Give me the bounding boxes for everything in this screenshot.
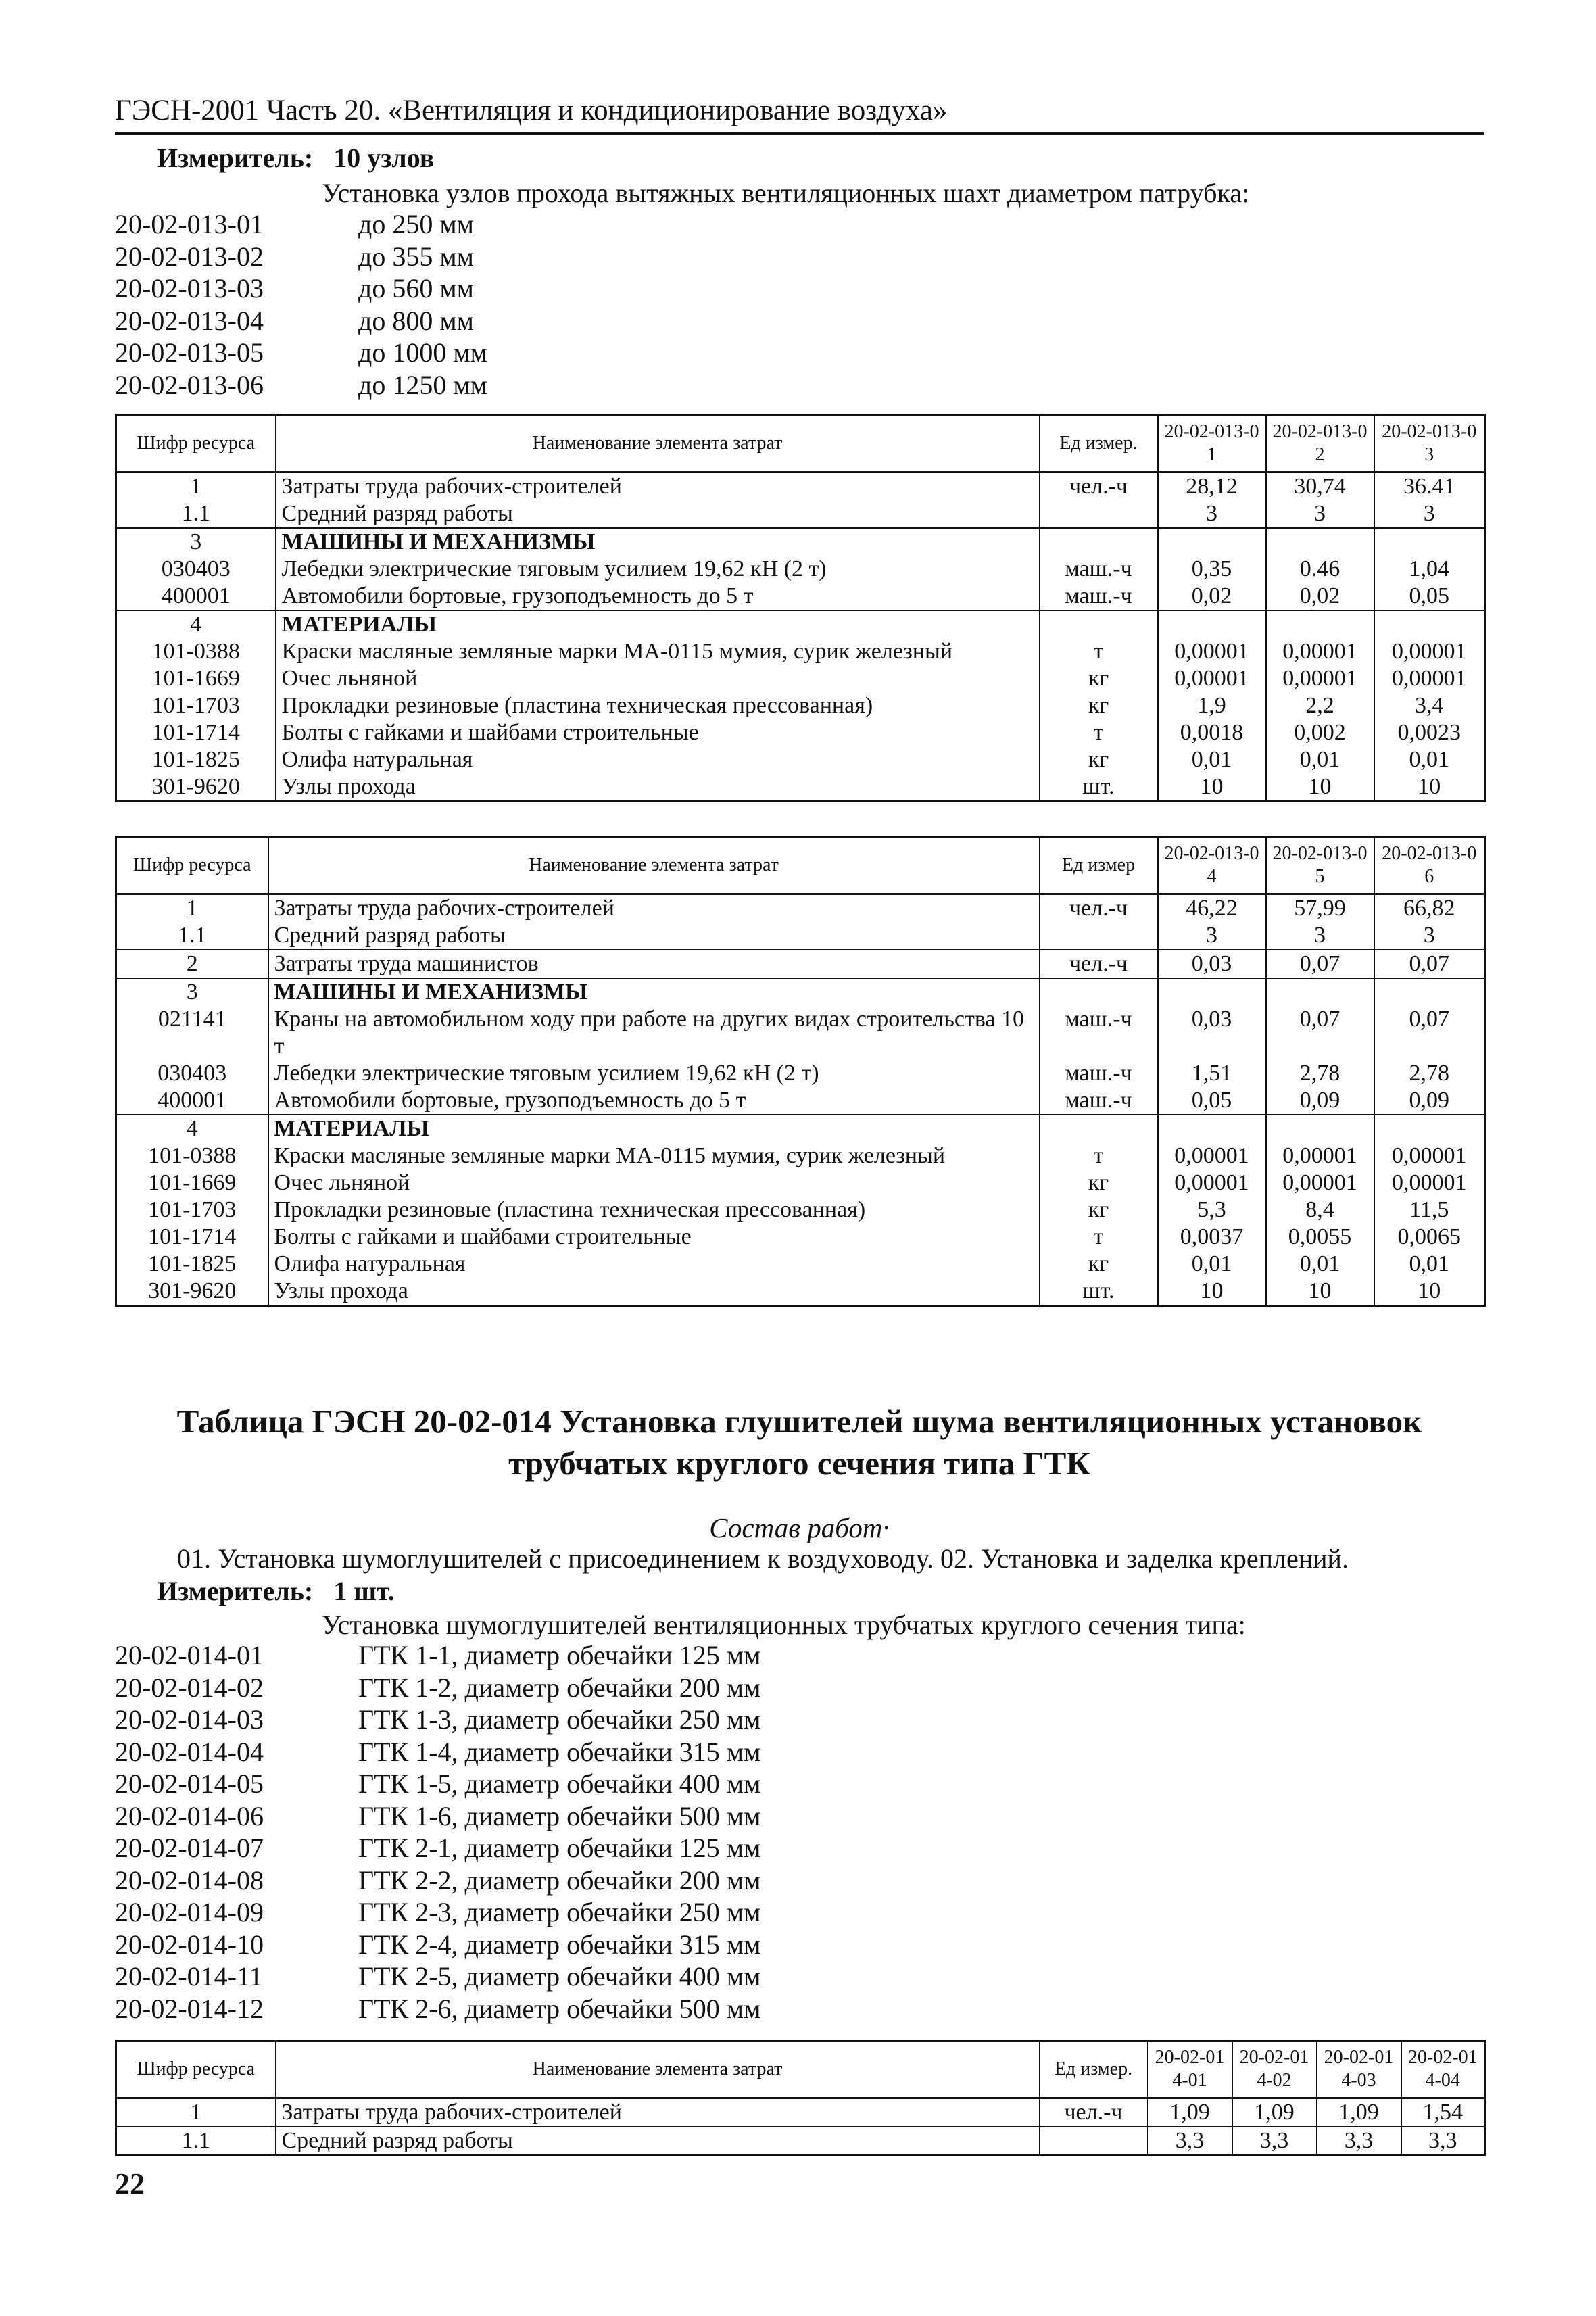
list-item [115, 1800, 760, 1833]
col-header-c1: 20-02-013-01 [1158, 415, 1266, 473]
cell-value: 0,02 [1158, 583, 1266, 610]
cell-name: Автомобили бортовые, грузоподъемность до 5 т [276, 583, 1040, 610]
table-row [116, 692, 1485, 719]
cell-value: 0,03 [1158, 950, 1266, 978]
cell-unit: кг [1040, 1197, 1158, 1224]
cell-code: 101-1825 [116, 746, 276, 773]
cell-value: 36.41 [1374, 473, 1485, 501]
list-item [115, 1639, 760, 1672]
item-code: 20-02-013-02 [115, 241, 264, 272]
col-header-c2: 20-02-013-02 [1266, 415, 1374, 473]
table-row [116, 1278, 1485, 1306]
list-item [115, 1704, 760, 1736]
item-code: 20-02-014-01 [115, 1640, 264, 1670]
item-text: ГТК 1-3, диаметр обечайки 250 мм [358, 1704, 761, 1735]
cell-value [1374, 978, 1485, 1006]
item-text: ГТК 1-1, диаметр обечайки 125 мм [358, 1640, 761, 1670]
cell-code: 1 [116, 2098, 276, 2127]
section1-code-list [115, 208, 487, 401]
col-header-c2: 20-02-013-05 [1266, 837, 1374, 894]
cell-value [1374, 610, 1485, 638]
cell-value: 0,0055 [1266, 1224, 1374, 1251]
cell-value: 0,0018 [1158, 719, 1266, 746]
cell-name: Лебедки электрические тяговым усилием 19,62 кН (2 т) [276, 556, 1040, 583]
cell-value: 2,2 [1266, 692, 1374, 719]
list-item [115, 337, 487, 369]
cell-code: 3 [116, 528, 276, 556]
item-text: ГТК 1-5, диаметр обечайки 400 мм [358, 1768, 761, 1799]
table-title: Таблица ГЭСН 20-02-014 Установка глушителей шума вентиляционных установок трубчатых круглого сечения типа ГТК [176, 1403, 1422, 1482]
cell-code: 101-1825 [116, 1251, 268, 1278]
cell-code: 1 [116, 894, 268, 923]
cell-value [1158, 1115, 1266, 1142]
cell-code: 1.1 [116, 922, 268, 950]
cell-value: 10 [1374, 1278, 1485, 1306]
cell-code: 400001 [116, 583, 276, 610]
cell-unit: кг [1040, 1251, 1158, 1278]
section2-code-list [115, 1639, 760, 2025]
cell-unit: кг [1040, 692, 1158, 719]
cell-value: 0,05 [1158, 1087, 1266, 1115]
cell-unit: чел.-ч [1040, 894, 1158, 923]
cell-value [1266, 528, 1374, 556]
cell-unit [1040, 610, 1158, 638]
measure-label: Измеритель: [157, 143, 314, 173]
cell-name: Краски масляные земляные марки МА-0115 мумия, сурик железный [268, 1142, 1040, 1169]
table-row [116, 1197, 1485, 1224]
item-code: 20-02-014-04 [115, 1736, 264, 1767]
item-text: до 1250 мм [358, 369, 487, 400]
cell-value: 10 [1158, 1278, 1266, 1306]
cell-unit: маш.-ч [1040, 583, 1158, 610]
table-row [116, 1115, 1485, 1142]
cell-code: 101-1669 [116, 665, 276, 692]
cell-value: 1,09 [1317, 2098, 1401, 2127]
measure-value: 1 шт. [333, 1576, 395, 1606]
cell-name: Болты с гайками и шайбами строительные [276, 719, 1040, 746]
cell-name: Очес льняной [276, 665, 1040, 692]
cell-name: Краски масляные земляные марки МА-0115 мумия, сурик железный [276, 638, 1040, 665]
cell-value: 3,4 [1374, 692, 1485, 719]
list-item [115, 1736, 760, 1768]
cell-value: 0,07 [1374, 1006, 1485, 1060]
cell-value: 1,51 [1158, 1060, 1266, 1087]
item-code: 20-02-014-05 [115, 1768, 264, 1799]
item-text: до 355 мм [358, 241, 474, 272]
cell-value: 0,02 [1266, 583, 1374, 610]
col-header-name: Наименование элемента затрат [276, 415, 1040, 473]
table-row [116, 950, 1485, 978]
cell-code: 030403 [116, 556, 276, 583]
item-code: 20-02-014-03 [115, 1704, 264, 1735]
table-row [116, 1060, 1485, 1087]
cell-code: 101-1703 [116, 1197, 268, 1224]
table-row [116, 978, 1485, 1006]
item-code: 20-02-013-01 [115, 209, 264, 239]
cell-name: Лебедки электрические тяговым усилием 19,62 кН (2 т) [268, 1060, 1040, 1087]
item-text: ГТК 1-2, диаметр обечайки 200 мм [358, 1672, 761, 1703]
col-header-code: Шифр ресурса [116, 2041, 276, 2098]
list-item [115, 1864, 760, 1897]
cell-name: МАШИНЫ И МЕХАНИЗМЫ [268, 978, 1040, 1006]
cell-unit: т [1040, 638, 1158, 665]
item-text: ГТК 1-4, диаметр обечайки 315 мм [358, 1736, 761, 1767]
cell-value: 57,99 [1266, 894, 1374, 923]
col-header-c2: 20-02-014-02 [1232, 2041, 1317, 2098]
cell-value: 1,09 [1148, 2098, 1232, 2127]
cell-unit: маш.-ч [1040, 1087, 1158, 1115]
measure-line-1 [157, 142, 434, 174]
cell-value: 11,5 [1374, 1197, 1485, 1224]
col-header-unit: Ед измер. [1040, 2041, 1148, 2098]
cell-value: 0,00001 [1266, 665, 1374, 692]
list-item [115, 272, 487, 305]
cell-value: 3 [1374, 500, 1485, 528]
cell-value: 0,07 [1266, 1006, 1374, 1060]
cell-unit: кг [1040, 1169, 1158, 1197]
cell-value: 28,12 [1158, 473, 1266, 501]
table-row [116, 665, 1485, 692]
cell-unit: чел.-ч [1040, 2098, 1148, 2127]
cell-name: Олифа натуральная [268, 1251, 1040, 1278]
cell-name: Средний разряд работы [276, 2127, 1040, 2156]
measure-value: 10 узлов [333, 143, 435, 173]
item-code: 20-02-014-11 [115, 1961, 263, 1992]
col-header-code: Шифр ресурса [116, 837, 268, 894]
cell-value [1158, 610, 1266, 638]
col-header-unit: Ед измер. [1040, 415, 1158, 473]
col-header-code: Шифр ресурса [116, 415, 276, 473]
table-row [116, 1224, 1485, 1251]
col-header-unit: Ед измер [1040, 837, 1158, 894]
cell-code: 3 [116, 978, 268, 1006]
cell-name: Затраты труда рабочих-строителей [276, 2098, 1040, 2127]
item-text: ГТК 2-3, диаметр обечайки 250 мм [358, 1897, 761, 1927]
resource-table-2 [115, 836, 1486, 1307]
cell-value: 30,74 [1266, 473, 1374, 501]
item-code: 20-02-014-02 [115, 1672, 264, 1703]
section2-intro: Установка шумоглушителей вентиляционных трубчатых круглого сечения типа: [322, 1610, 1246, 1640]
cell-code: 1.1 [116, 2127, 276, 2156]
list-item [115, 1672, 760, 1704]
cell-value [1158, 978, 1266, 1006]
cell-value: 3,3 [1232, 2127, 1317, 2156]
cell-unit [1040, 922, 1158, 950]
cell-unit: т [1040, 1224, 1158, 1251]
page-number: 22 [115, 2167, 145, 2200]
cell-value: 2,78 [1266, 1060, 1374, 1087]
cell-code: 101-1714 [116, 719, 276, 746]
cell-value: 0,0065 [1374, 1224, 1485, 1251]
table-row [116, 528, 1485, 556]
cell-name: Затраты труда рабочих-строителей [268, 894, 1040, 923]
list-item [115, 208, 487, 241]
cell-value: 3 [1158, 500, 1266, 528]
cell-unit [1040, 1115, 1158, 1142]
measure-label: Измеритель: [157, 1576, 314, 1606]
table-row [116, 922, 1485, 950]
cell-value: 0,00001 [1266, 1169, 1374, 1197]
cell-value: 0,03 [1158, 1006, 1266, 1060]
cell-name: Краны на автомобильном ходу при работе на других видах строительства 10 т [268, 1006, 1040, 1060]
table-row [116, 1006, 1485, 1060]
cell-value: 3 [1374, 922, 1485, 950]
cell-value [1374, 528, 1485, 556]
cell-value: 1,04 [1374, 556, 1485, 583]
cell-code: 1.1 [116, 500, 276, 528]
cell-code: 101-0388 [116, 638, 276, 665]
item-text: до 800 мм [358, 305, 474, 336]
cell-name: Средний разряд работы [276, 500, 1040, 528]
list-item [115, 1993, 760, 2025]
cell-code: 4 [116, 1115, 268, 1142]
cell-code: 101-0388 [116, 1142, 268, 1169]
cell-code: 101-1714 [116, 1224, 268, 1251]
cell-value: 0.46 [1266, 556, 1374, 583]
item-text: ГТК 2-2, диаметр обечайки 200 мм [358, 1864, 761, 1896]
cell-value: 10 [1266, 773, 1374, 802]
item-code: 20-02-013-05 [115, 337, 264, 368]
resource-table-3 [115, 2040, 1486, 2156]
item-text: до 1000 мм [358, 337, 487, 368]
cell-value: 3 [1266, 922, 1374, 950]
cell-code: 101-1669 [116, 1169, 268, 1197]
cell-name: МАШИНЫ И МЕХАНИЗМЫ [276, 528, 1040, 556]
cell-value: 3 [1266, 500, 1374, 528]
measure-line-2 [157, 1575, 395, 1607]
cell-value: 3 [1158, 922, 1266, 950]
cell-value: 10 [1266, 1278, 1374, 1306]
cell-value: 3,3 [1401, 2127, 1485, 2156]
item-text: до 250 мм [358, 209, 474, 239]
table-row [116, 583, 1485, 610]
cell-value: 0,07 [1266, 950, 1374, 978]
cell-unit: шт. [1040, 1278, 1158, 1306]
list-item [115, 1832, 760, 1864]
table-row [116, 1087, 1485, 1115]
table-row [116, 1142, 1485, 1169]
table-row [116, 746, 1485, 773]
cell-value [1158, 528, 1266, 556]
cell-unit: кг [1040, 665, 1158, 692]
cell-unit: чел.-ч [1040, 473, 1158, 501]
cell-value: 0,01 [1158, 1251, 1266, 1278]
table-row [116, 2098, 1485, 2127]
col-header-c3: 20-02-013-06 [1374, 837, 1485, 894]
cell-value: 1,54 [1401, 2098, 1485, 2127]
item-text: ГТК 1-6, диаметр обечайки 500 мм [358, 1800, 761, 1831]
cell-name: Средний разряд работы [268, 922, 1040, 950]
col-header-c3: 20-02-014-03 [1317, 2041, 1401, 2098]
cell-code: 030403 [116, 1060, 268, 1087]
cell-name: МАТЕРИАЛЫ [276, 610, 1040, 638]
cell-value: 0,01 [1266, 746, 1374, 773]
cell-value: 0,07 [1374, 950, 1485, 978]
col-header-c3: 20-02-013-03 [1374, 415, 1485, 473]
cell-value: 1,9 [1158, 692, 1266, 719]
cell-value: 3,3 [1317, 2127, 1401, 2156]
cell-name: Автомобили бортовые, грузоподъемность до 5 т [268, 1087, 1040, 1115]
table-row [116, 719, 1485, 746]
cell-unit [1040, 500, 1158, 528]
col-header-name: Наименование элемента затрат [276, 2041, 1040, 2098]
table-row [116, 610, 1485, 638]
table-row [116, 556, 1485, 583]
cell-unit: т [1040, 719, 1158, 746]
composition-text: 01. Установка шумоглушителей с присоединением к воздуховоду. 02. Установка и заделка креплений. [177, 1543, 1349, 1574]
cell-name: Прокладки резиновые (пластина техническая прессованная) [268, 1197, 1040, 1224]
cell-value: 3,3 [1148, 2127, 1232, 2156]
cell-unit: т [1040, 1142, 1158, 1169]
cell-value: 0,35 [1158, 556, 1266, 583]
cell-value: 10 [1158, 773, 1266, 802]
cell-value: 46,22 [1158, 894, 1266, 923]
item-text: ГТК 2-1, диаметр обечайки 125 мм [358, 1833, 761, 1863]
cell-value: 66,82 [1374, 894, 1485, 923]
section1-intro: Установка узлов прохода вытяжных вентиляционных шахт диаметром патрубка: [322, 178, 1250, 208]
item-code: 20-02-013-03 [115, 273, 264, 304]
cell-code: 2 [116, 950, 268, 978]
cell-unit [1040, 978, 1158, 1006]
cell-unit [1040, 2127, 1148, 2156]
table-row [116, 2127, 1485, 2156]
cell-value: 8,4 [1266, 1197, 1374, 1224]
table-row [116, 1251, 1485, 1278]
cell-value: 2,78 [1374, 1060, 1485, 1087]
cell-code: 400001 [116, 1087, 268, 1115]
cell-name: Очес льняной [268, 1169, 1040, 1197]
list-item [115, 1896, 760, 1929]
list-item [115, 305, 487, 337]
cell-value: 0,002 [1266, 719, 1374, 746]
page-header: ГЭСН-2001 Часть 20. «Вентиляция и кондиционирование воздуха» [115, 93, 1484, 135]
list-item [115, 1929, 760, 1961]
col-header-c1: 20-02-013-04 [1158, 837, 1266, 894]
item-code: 20-02-014-09 [115, 1897, 264, 1927]
table-row [116, 638, 1485, 665]
table-row [116, 1169, 1485, 1197]
cell-code: 301-9620 [116, 773, 276, 802]
cell-unit: кг [1040, 746, 1158, 773]
cell-value: 0,01 [1266, 1251, 1374, 1278]
cell-value: 0,00001 [1158, 638, 1266, 665]
cell-unit: маш.-ч [1040, 556, 1158, 583]
cell-value: 0,00001 [1158, 1142, 1266, 1169]
list-item [115, 1768, 760, 1800]
resource-table-1 [115, 414, 1486, 802]
item-text: до 560 мм [358, 273, 474, 304]
table-row [116, 500, 1485, 528]
item-code: 20-02-014-08 [115, 1864, 264, 1896]
list-item [115, 241, 487, 273]
cell-name: Узлы прохода [268, 1278, 1040, 1306]
cell-value: 0,05 [1374, 583, 1485, 610]
item-code: 20-02-013-04 [115, 305, 264, 336]
cell-code: 301-9620 [116, 1278, 268, 1306]
cell-value: 0,00001 [1374, 1169, 1485, 1197]
table-row [116, 773, 1485, 802]
item-code: 20-02-013-06 [115, 369, 264, 400]
cell-value [1266, 1115, 1374, 1142]
cell-value: 5,3 [1158, 1197, 1266, 1224]
cell-name: Затраты труда машинистов [268, 950, 1040, 978]
cell-value: 1,09 [1232, 2098, 1317, 2127]
col-header-c1: 20-02-014-01 [1148, 2041, 1232, 2098]
cell-value: 0,01 [1374, 1251, 1485, 1278]
cell-value [1266, 978, 1374, 1006]
cell-name: Затраты труда рабочих-строителей [276, 473, 1040, 501]
col-header-c4: 20-02-014-04 [1401, 2041, 1485, 2098]
cell-code: 1 [116, 473, 276, 501]
list-item [115, 1960, 760, 1993]
cell-value: 0,00001 [1158, 665, 1266, 692]
cell-unit: маш.-ч [1040, 1006, 1158, 1060]
item-code: 20-02-014-06 [115, 1800, 264, 1831]
cell-value: 0,01 [1158, 746, 1266, 773]
cell-value: 0,00001 [1374, 638, 1485, 665]
cell-code: 4 [116, 610, 276, 638]
item-text: ГТК 2-5, диаметр обечайки 400 мм [358, 1961, 761, 1992]
item-code: 20-02-014-07 [115, 1833, 264, 1863]
cell-value: 0,01 [1374, 746, 1485, 773]
cell-code: 101-1703 [116, 692, 276, 719]
cell-value: 0,09 [1266, 1087, 1374, 1115]
table-row [116, 473, 1485, 501]
item-code: 20-02-014-10 [115, 1929, 264, 1960]
cell-value: 0,00001 [1158, 1169, 1266, 1197]
cell-value: 0,00001 [1266, 1142, 1374, 1169]
cell-name: Узлы прохода [276, 773, 1040, 802]
cell-code: 021141 [116, 1006, 268, 1060]
cell-name: Болты с гайками и шайбами строительные [268, 1224, 1040, 1251]
cell-value: 0,00001 [1266, 638, 1374, 665]
list-item [115, 369, 487, 402]
col-header-name: Наименование элемента затрат [268, 837, 1040, 894]
item-text: ГТК 2-4, диаметр обечайки 315 мм [358, 1929, 761, 1960]
cell-unit [1040, 528, 1158, 556]
cell-value: 0,00001 [1374, 665, 1485, 692]
item-code: 20-02-014-12 [115, 1993, 264, 2024]
item-text: ГТК 2-6, диаметр обечайки 500 мм [358, 1993, 761, 2024]
cell-unit: шт. [1040, 773, 1158, 802]
cell-name: МАТЕРИАЛЫ [268, 1115, 1040, 1142]
cell-value [1266, 610, 1374, 638]
table-row [116, 894, 1485, 923]
cell-name: Олифа натуральная [276, 746, 1040, 773]
cell-value: 0,0023 [1374, 719, 1485, 746]
cell-unit: чел.-ч [1040, 950, 1158, 978]
cell-name: Прокладки резиновые (пластина техническая прессованная) [276, 692, 1040, 719]
cell-value [1374, 1115, 1485, 1142]
cell-value: 10 [1374, 773, 1485, 802]
cell-unit: маш.-ч [1040, 1060, 1158, 1087]
composition-heading: Состав работ· [709, 1512, 890, 1543]
cell-value: 0,09 [1374, 1087, 1485, 1115]
cell-value: 0,00001 [1374, 1142, 1485, 1169]
cell-value: 0,0037 [1158, 1224, 1266, 1251]
